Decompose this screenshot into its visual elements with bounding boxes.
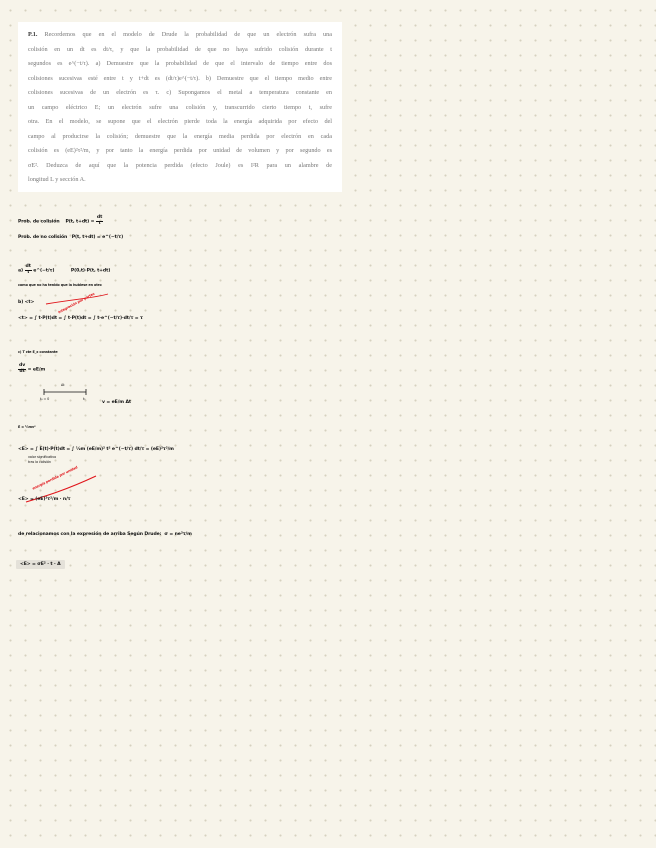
note-part-c-label: c) T cte E_x constante <box>18 350 58 354</box>
problem-line-3: segundos es e^(−t/τ). a) Demuestre que la probabilidad de que el intervalo de tiempo entre dos <box>28 60 332 67</box>
problem-statement <box>18 22 342 192</box>
timeline-right-label: t₁ <box>83 397 86 401</box>
note-energy-sub2: tras la colisión <box>28 460 51 464</box>
note-collision-prob: Prob. de colisión P(t, t+dt) = $\frac{dt}{\tau}$ <box>18 215 103 226</box>
problem-line-9: colisión es (eE)²τ²/m, y por tanto la energía perdida por unidad de volumen y por segundo es <box>28 147 332 154</box>
problem-line-4: colisiones sucesivas esté entre t y t+dt es (dt/τ)e^(−t/τ). b) Demuestre que el tiempo medio entre <box>28 74 332 82</box>
note-part-b-eq: <t> = ∫ t·P(t)dt = ∫ t·P(t)dt = ∫ t·e^(−t/τ)·dt/τ = τ <box>18 316 143 321</box>
note-energy-annotation: energía perdida por unidad <box>31 465 79 491</box>
note-part-a: a) $\frac{dt}{\tau}$ e^(−t/τ) P(0,t)·P(t, t+dt) <box>18 264 111 275</box>
note-energy-eq: <E> = ∫ E(t)·P(t)dt = ∫ ½m (eE/m)² t² e^(−t/τ) dt/τ = (eE)²τ²/m <box>18 447 174 452</box>
note-no-collision-prob: Prob. de no colisión P(t, t+dt) = e^(−t/τ) <box>18 235 124 240</box>
red-arrow-b <box>46 294 108 304</box>
problem-line-5: colisiones sucesivas de un electrón es τ. c) Supongamos el metal a temperatura constante en <box>28 89 332 96</box>
note-part-b-annotation: integración por partes <box>57 291 96 315</box>
note-part-c-dvdt: $\frac{dv}{dt}$ = eE/m <box>19 363 46 374</box>
note-energy-label: E = ½mv² <box>18 425 36 429</box>
problem-line-7: otra. En el modelo, se supone que el electrón pierde toda la energía adquirida por efecto del <box>28 118 332 125</box>
problem-line-1: P.1. Recordemos que en el modelo de Drude la probabilidad de que un electrón sufra una <box>28 31 332 38</box>
problem-label: P.1. <box>28 31 38 38</box>
problem-line-11: longitud L y sección A. <box>28 176 86 183</box>
problem-line-8: campo al producirse la colisión; demuestre que la energía media perdida por electrón en cada <box>28 132 332 140</box>
note-energy-result: <E> = (eE)²τ²/m · n/τ <box>18 497 71 502</box>
note-energy-sub1: valor significativo <box>28 455 57 459</box>
problem-line-6: un campo eléctrico E; un electrón sufre una colisión y, transcurrido cierto tiempo t, sufre <box>28 103 332 111</box>
note-part-b-label: b) <t> <box>18 300 35 305</box>
timeline-top-label: Δt <box>61 383 65 387</box>
note-part-a-comment: como que no ha tenido que la hubiese en otro <box>18 283 102 287</box>
timeline-diagram <box>16 214 346 574</box>
timeline-left-label: t₀ = 0 <box>40 397 50 401</box>
note-velocity-eq: v = eE/m Δt <box>102 400 132 405</box>
note-drude-relation: de relacionamos con la expresión de arriba Según Drude: σ = ne²τ/m <box>18 532 192 537</box>
note-boxed-result: <E> = σE² · t · A <box>16 560 65 569</box>
handwritten-notes <box>16 214 346 574</box>
problem-line-10: σE². Deduzca de aquí que la potencia perdida (efecto Joule) es I²R para un alambre de <box>28 161 332 169</box>
problem-line-2: colisión en un dt es dt/τ, y que la probabilidad de que no haya sufrido colisión durante t <box>28 45 332 53</box>
